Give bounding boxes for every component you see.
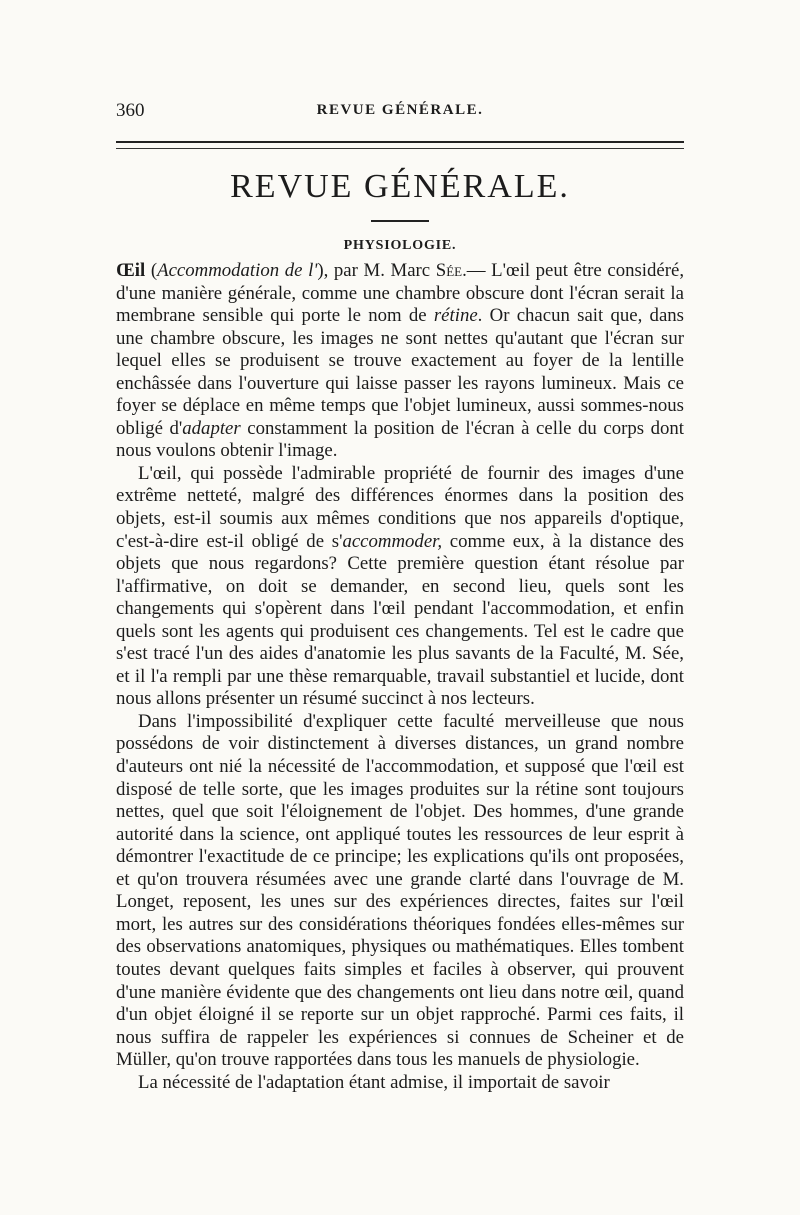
running-head xyxy=(116,100,684,124)
paragraph-1 xyxy=(116,260,684,463)
running-title: REVUE GÉNÉRALE. xyxy=(316,102,484,118)
section-title: REVUE GÉNÉRALE. xyxy=(230,168,570,205)
lead-term: Œil xyxy=(116,260,146,281)
text-run: . Or chacun sait que, dans une chambre obscure, les images ne sont nettes qu'autant que l'écran sur lequel elles se produisent se trouve exactement au foyer de la lentille enchâssée dans l'ouverture qui laisse passer les rayons lumineux. Mais ce foyer se déplace en même temps que l'objet lumineux, aussi sommes-nous obligé d' xyxy=(116,305,684,439)
text-run: comme eux, à la distance des objets que nous regardons? Cette première question étant résolue par l'affirmative, on doit se demander, en second lieu, quels sont les changements qui s'opèrent dans l'œil pendant l'accommodation, et enfin quels sont les agents qui produisent ces changements. Tel est le cadre que s'est tracé l'un des aides d'anatomie les plus savants de la Faculté, M. Sée, et il l'a rempli par une thèse remarquable, travail substantiel et lucide, dont nous allons présenter un résumé succinct à nos lecteurs. xyxy=(116,530,684,710)
lead-subtitle: Accommodation de l' xyxy=(157,260,318,281)
title-rule xyxy=(371,220,429,222)
text-run: ), par M. Marc xyxy=(317,260,436,281)
text-run: constamment la position de l'écran à celle du corps dont nous voulons obtenir l'image. xyxy=(116,417,684,462)
paragraph-3: Dans l'impossibilité d'expliquer cette faculté merveilleuse que nous possédons de voir distinctement à diverses distances, un grand nombre d'auteurs ont nié la nécessité de l'accommodation, et supposé que l'œil est disposé de telle sorte, que les images produites sur la rétine sont toujours nettes, quel que soit l'éloignement de l'objet. Des hommes, d'une grande autorité dans la science, ont appliqué toutes les ressources de leur esprit à démontrer l'exactitude de ce principe; les explications qu'ils ont proposées, et qu'on trouvera résumées avec une grande clarté dans l'ouvrage de M. Longet, reposent, les unes sur des expériences directes, faites sur l'œil mort, les autres sur des considérations théoriques fondées elles-mêmes sur des observations anatomiques, physiques ou mathématiques. Elles tombent toutes devant quelques faits simples et faciles à observer, qui prouvent d'une manière évidente que des changements ont lieu dans notre œil, quand d'un objet éloigné il se reporte sur un objet rapproché. Parmi ces faits, il nous suffira de rappeler les expériences si connues de Scheiner et de Müller, qu'on trouve rapportées dans tous les manuels de physiologie. xyxy=(116,710,684,1071)
italic-term: accommoder, xyxy=(342,530,443,552)
author-name: Sée xyxy=(435,260,463,281)
text-run: ( xyxy=(145,260,158,281)
page-number: 360 xyxy=(116,100,145,121)
header-double-rule xyxy=(116,141,684,149)
paragraph-2 xyxy=(116,463,684,711)
body-text xyxy=(116,260,684,1094)
text-run: L'œil, qui possède l'admirable propriété de fournir des images d'une extrême netteté, malgré des différences énormes dans la position des objets, est-il soumis aux mêmes conditions que nos appareils d'optique, c'est-à-dire est-il obligé de s' xyxy=(116,462,684,552)
italic-term: adapter xyxy=(182,417,241,439)
subsection-title: PHYSIOLOGIE. xyxy=(343,238,457,253)
italic-term: rétine xyxy=(433,305,478,327)
text-run: .— L'œil peut être considéré, d'une manière générale, comme une chambre obscure dont l'écran serait la membrane sensible qui porte le nom de xyxy=(116,260,685,327)
paragraph-4: La nécessité de l'adaptation étant admise, il importait de savoir xyxy=(138,1071,610,1093)
